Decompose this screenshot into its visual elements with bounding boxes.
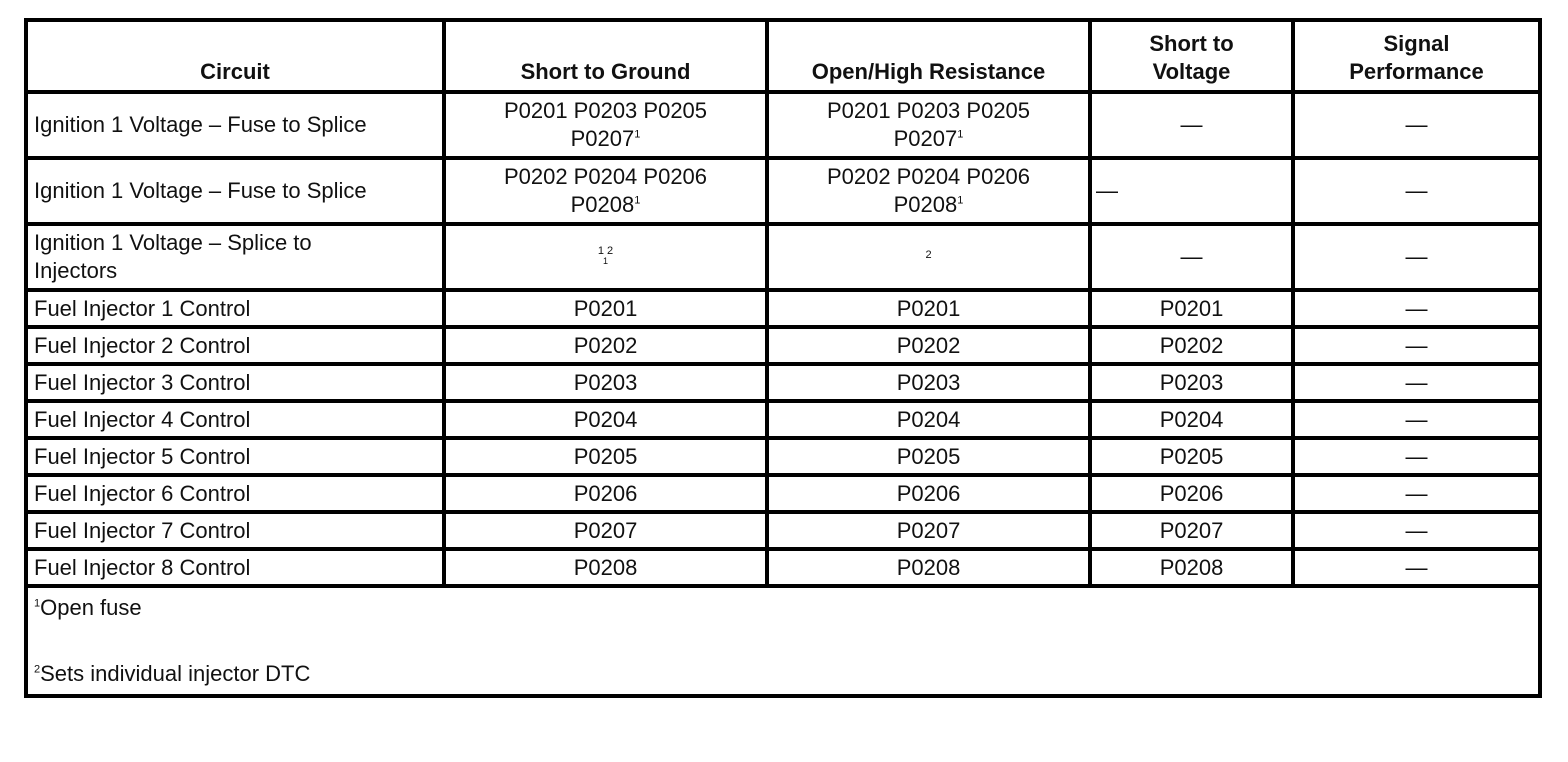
signal-performance-cell: — bbox=[1293, 549, 1540, 586]
footnotes-row bbox=[26, 586, 1540, 696]
open-high-resistance-cell: P0202 bbox=[767, 327, 1090, 364]
table-row bbox=[26, 438, 1540, 475]
circuit-cell: Fuel Injector 7 Control bbox=[26, 512, 444, 549]
table-row bbox=[26, 290, 1540, 327]
circuit-cell: Fuel Injector 3 Control bbox=[26, 364, 444, 401]
circuit-cell: Fuel Injector 1 Control bbox=[26, 290, 444, 327]
circuit-cell: Ignition 1 Voltage – Fuse to Splice bbox=[26, 158, 444, 224]
open-high-resistance-cell bbox=[767, 224, 1090, 290]
short-to-ground-cell: P0206 bbox=[444, 475, 767, 512]
signal-performance-cell: — bbox=[1293, 327, 1540, 364]
short-to-voltage-cell: P0203 bbox=[1090, 364, 1293, 401]
dtc-list: P0201 P0203 P0205 bbox=[826, 98, 1031, 123]
footnote-marker: 1 bbox=[634, 128, 641, 141]
signal-performance-cell: — bbox=[1293, 475, 1540, 512]
short-to-voltage-cell: P0202 bbox=[1090, 327, 1293, 364]
table-row bbox=[26, 224, 1540, 290]
open-high-resistance-cell: P0207 bbox=[767, 512, 1090, 549]
short-to-ground-cell: P0208 bbox=[444, 549, 767, 586]
dtc-list: P0202 P0204 P0206 bbox=[826, 164, 1031, 189]
dtc-code: P0207 bbox=[893, 126, 958, 151]
short-to-voltage-cell: P0206 bbox=[1090, 475, 1293, 512]
circuit-cell: Ignition 1 Voltage – Fuse to Splice bbox=[26, 92, 444, 158]
short-to-ground-cell: P0204 bbox=[444, 401, 767, 438]
circuit-cell: Fuel Injector 5 Control bbox=[26, 438, 444, 475]
short-to-voltage-cell: P0205 bbox=[1090, 438, 1293, 475]
open-high-resistance-cell: P0205 bbox=[767, 438, 1090, 475]
dtc-list: P0201 P0203 P0205 bbox=[503, 98, 708, 123]
table-header-row bbox=[26, 20, 1540, 92]
short-to-voltage-cell: — bbox=[1090, 158, 1293, 224]
open-high-resistance-cell: P0203 bbox=[767, 364, 1090, 401]
short-to-voltage-cell: — bbox=[1090, 92, 1293, 158]
short-to-voltage-cell: P0207 bbox=[1090, 512, 1293, 549]
footnote-2 bbox=[34, 660, 1532, 688]
short-to-voltage-cell: P0204 bbox=[1090, 401, 1293, 438]
table-row bbox=[26, 364, 1540, 401]
header-open-high-resistance: Open/High Resistance bbox=[767, 20, 1090, 92]
signal-performance-cell: — bbox=[1293, 401, 1540, 438]
signal-performance-cell: — bbox=[1293, 512, 1540, 549]
signal-performance-cell: — bbox=[1293, 438, 1540, 475]
dtc-code: P0207 bbox=[570, 126, 635, 151]
dtc-circuit-table bbox=[24, 18, 1542, 698]
table-row bbox=[26, 549, 1540, 586]
circuit-cell: Fuel Injector 6 Control bbox=[26, 475, 444, 512]
signal-performance-cell: — bbox=[1293, 364, 1540, 401]
dtc-list: P0202 P0204 P0206 bbox=[503, 164, 708, 189]
short-to-voltage-cell: — bbox=[1090, 224, 1293, 290]
table-row bbox=[26, 401, 1540, 438]
footnote-marker: 1 bbox=[634, 194, 641, 207]
dtc-table-container bbox=[24, 18, 1538, 698]
short-to-ground-cell: P0202 bbox=[444, 327, 767, 364]
header-short-to-voltage: Short to Voltage bbox=[1090, 20, 1293, 92]
table-row bbox=[26, 512, 1540, 549]
footnote-marker: 1 bbox=[957, 128, 964, 141]
circuit-cell: Fuel Injector 2 Control bbox=[26, 327, 444, 364]
open-high-resistance-cell bbox=[767, 92, 1090, 158]
footnote-marker: 2 bbox=[925, 249, 932, 261]
circuit-cell: Fuel Injector 8 Control bbox=[26, 549, 444, 586]
signal-performance-cell: — bbox=[1293, 158, 1540, 224]
table-row bbox=[26, 158, 1540, 224]
short-to-voltage-cell: P0208 bbox=[1090, 549, 1293, 586]
header-short-to-ground: Short to Ground bbox=[444, 20, 767, 92]
footnotes-cell bbox=[26, 586, 1540, 696]
open-high-resistance-cell: P0204 bbox=[767, 401, 1090, 438]
open-high-resistance-cell: P0208 bbox=[767, 549, 1090, 586]
dtc-code: P0208 bbox=[893, 192, 958, 217]
open-high-resistance-cell: P0206 bbox=[767, 475, 1090, 512]
table-row bbox=[26, 327, 1540, 364]
header-signal-performance: Signal Performance bbox=[1293, 20, 1540, 92]
signal-performance-cell: — bbox=[1293, 224, 1540, 290]
table-row bbox=[26, 475, 1540, 512]
footnote-marker: 2 bbox=[34, 663, 41, 676]
circuit-cell: Fuel Injector 4 Control bbox=[26, 401, 444, 438]
short-to-ground-cell: P0201 bbox=[444, 290, 767, 327]
footnote-marker: 1 bbox=[957, 194, 964, 207]
open-high-resistance-cell: P0201 bbox=[767, 290, 1090, 327]
footnote-text: Sets individual injector DTC bbox=[40, 661, 311, 686]
header-circuit: Circuit bbox=[26, 20, 444, 92]
table-row bbox=[26, 92, 1540, 158]
footnote-marker: 1 2 bbox=[597, 245, 614, 257]
footnote-marker: 1 bbox=[602, 256, 608, 266]
circuit-cell: Ignition 1 Voltage – Splice to Injectors bbox=[26, 224, 444, 290]
short-to-ground-cell bbox=[444, 158, 767, 224]
short-to-ground-cell: P0203 bbox=[444, 364, 767, 401]
signal-performance-cell: — bbox=[1293, 92, 1540, 158]
signal-performance-cell: — bbox=[1293, 290, 1540, 327]
short-to-ground-cell: P0205 bbox=[444, 438, 767, 475]
short-to-voltage-cell: P0201 bbox=[1090, 290, 1293, 327]
open-high-resistance-cell bbox=[767, 158, 1090, 224]
short-to-ground-cell: P0207 bbox=[444, 512, 767, 549]
dtc-code: P0208 bbox=[570, 192, 635, 217]
footnote-text: Open fuse bbox=[40, 595, 142, 620]
footnote-1 bbox=[34, 594, 1532, 622]
footnote-marker: 1 bbox=[34, 597, 41, 610]
short-to-ground-cell bbox=[444, 224, 767, 290]
short-to-ground-cell bbox=[444, 92, 767, 158]
